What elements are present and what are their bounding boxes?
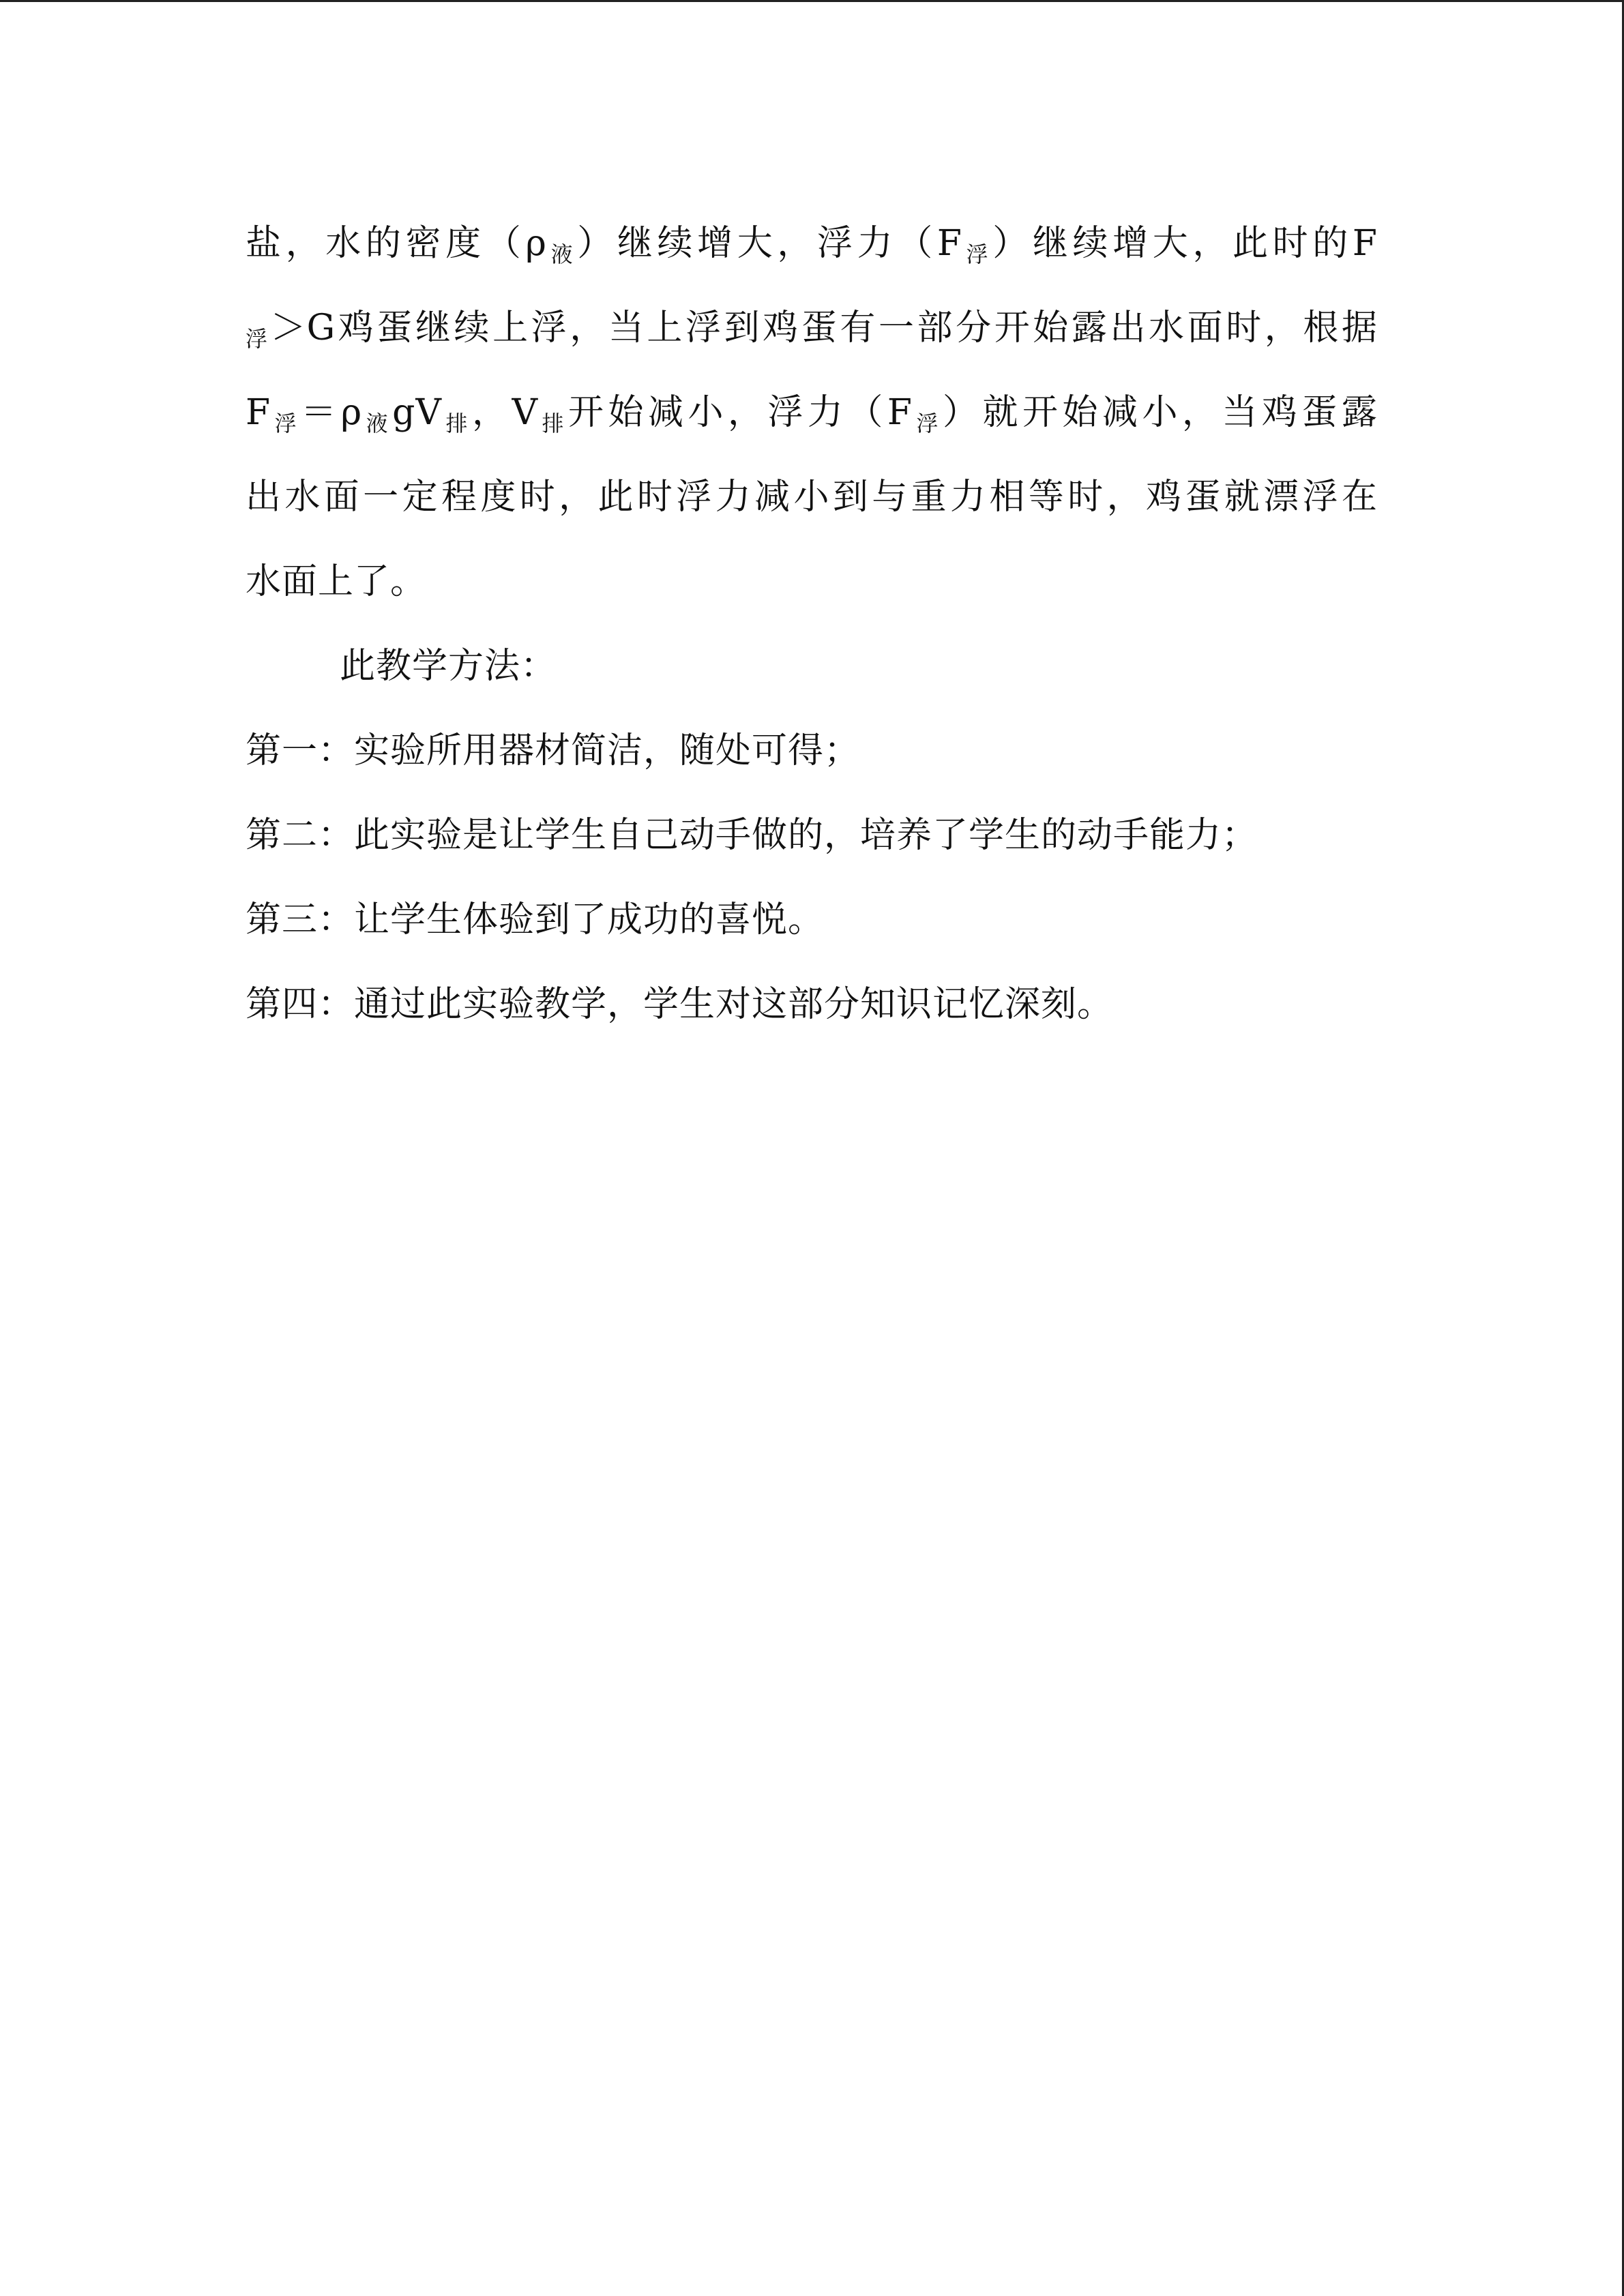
text-run: ）继续增大，浮力（F	[577, 223, 962, 264]
subscript: 浮	[271, 411, 301, 436]
subscript: 液	[546, 241, 578, 267]
subscript: 浮	[913, 411, 943, 436]
paragraph-line-1	[246, 201, 1378, 286]
list-item: 第三：让学生体验到了成功的喜悦。	[246, 899, 825, 940]
list-item: 第二：此实验是让学生自己动手做的，培养了学生的动手能力；	[246, 815, 1258, 856]
paragraph-line-5: 水面上了。	[246, 561, 427, 602]
text-run: ＝ρ	[301, 392, 363, 433]
paragraph-line-2	[246, 286, 1378, 370]
paragraph-line-3	[246, 370, 1378, 455]
text-run: gV	[392, 392, 442, 433]
text-run: 盐，水的密度（ρ	[246, 223, 547, 264]
method-heading: 此教学方法：	[340, 646, 557, 687]
list-item: 第四：通过此实验教学，学生对这部分知识记忆深刻。	[246, 984, 1114, 1025]
text-run: F	[246, 392, 271, 433]
document-body	[246, 201, 1378, 1047]
list-item: 第一：实验所用器材简洁，随处可得；	[246, 730, 861, 771]
subscript: 浮	[246, 326, 271, 352]
subscript: 液	[362, 411, 393, 436]
text-run: ＞G鸡蛋继续上浮，当上浮到鸡蛋有一部分开始露出水面时，根据	[270, 308, 1378, 348]
page-border-top	[0, 0, 1624, 2]
text-run: 开始减小，浮力（F	[567, 392, 913, 433]
text-run: ）继续增大，此时的F	[992, 223, 1378, 264]
subscript: 排	[441, 411, 472, 436]
subscript: 排	[538, 411, 568, 436]
text-run: ，V	[471, 392, 538, 433]
paragraph-line-4: 出水面一定程度时，此时浮力减小到与重力相等时，鸡蛋就漂浮在	[246, 477, 1378, 518]
subscript: 浮	[962, 241, 993, 267]
text-run: ）就开始减小，当鸡蛋露	[942, 392, 1378, 433]
